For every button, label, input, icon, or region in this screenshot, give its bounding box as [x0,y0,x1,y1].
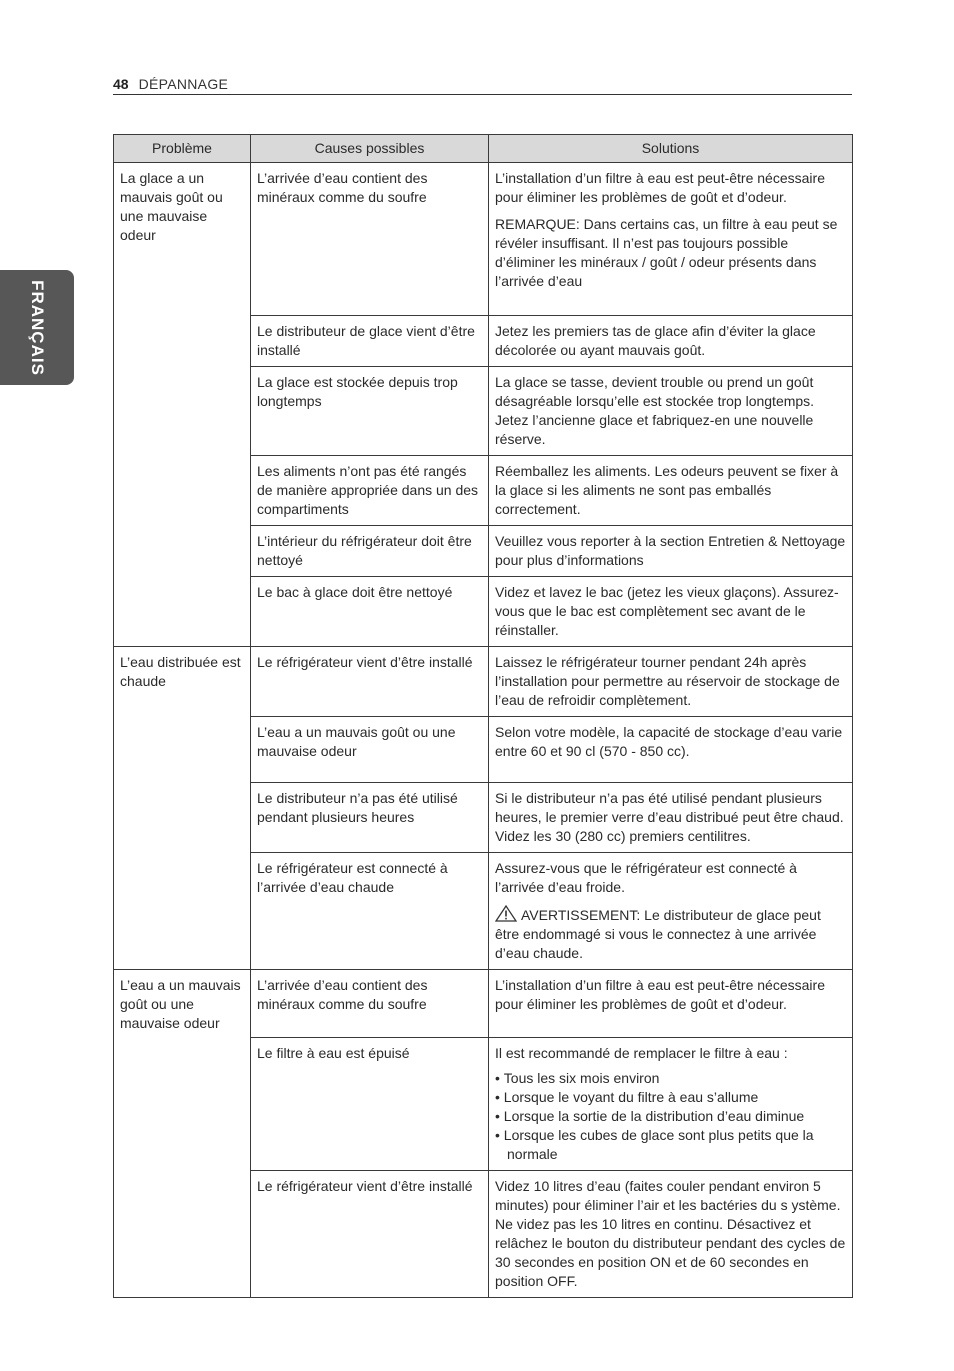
warning-note [495,905,846,963]
solution-cell [489,1038,853,1171]
solution-cell [489,853,853,970]
solution-text: Assurez-vous que le réfrigérateur est connecté à l’arrivée d’eau froide. [495,860,797,895]
language-tab-label: FRANÇAIS [28,279,47,376]
bullet-item: • Lorsque le voyant du filtre à eau s’allume [495,1088,846,1107]
solution-cell [489,1171,853,1298]
bullet-list [495,1069,846,1164]
solution-cell [489,367,853,456]
table-row [114,970,853,1038]
solution-cell [489,316,853,367]
cause-cell: L’arrivée d’eau contient des minéraux comme du soufre [251,163,489,316]
solution-text: L’installation d’un filtre à eau est peut-être nécessaire pour éliminer les problèmes de goût et d’odeur. [495,977,825,1012]
cause-cell: L’intérieur du réfrigérateur doit être nettoyé [251,526,489,577]
solution-text: La glace se tasse, devient trouble ou prend un goût désagréable lorsqu’elle est stockée trop longtemps. Jetez l’ancienne glace et fabriquez-en une nouvelle réserve. [495,374,815,447]
solution-text: Laissez le réfrigérateur tourner pendant 24h après l’installation pour permettre au réservoir de stockage de l’eau de refroidir complètement. [495,654,840,708]
table-row [114,163,853,316]
cause-cell: Le réfrigérateur est connecté à l’arrivée d’eau chaude [251,853,489,970]
page-header [113,74,852,95]
solution-text: Il est recommandé de remplacer le filtre à eau : [495,1045,788,1061]
bullet-item: • Tous les six mois environ [495,1069,846,1088]
cause-cell: Le bac à glace doit être nettoyé [251,577,489,647]
cause-cell: Le distributeur n’a pas été utilisé pendant plusieurs heures [251,783,489,853]
cause-cell: Le distributeur de glace vient d’être installé [251,316,489,367]
cause-cell: L’eau a un mauvais goût ou une mauvaise odeur [251,717,489,783]
cause-cell: La glace est stockée depuis trop longtemps [251,367,489,456]
solution-text: L’installation d’un filtre à eau est peut-être nécessaire pour éliminer les problèmes de goût et d’odeur. [495,170,825,205]
solution-text: REMARQUE: Dans certains cas, un filtre à eau peut se révéler insuffisant. Il n’est pas toujours possible d’éliminer les minéraux / goût / odeur présents dans l’arrivée d’eau [495,216,838,289]
troubleshooting-table [113,134,853,1298]
solution-cell [489,577,853,647]
solution-text: Selon votre modèle, la capacité de stockage d’eau varie entre 60 et 90 cl (570 - 850 cc). [495,724,843,759]
column-header-causes: Causes possibles [251,135,489,163]
bullet-item: • Lorsque les cubes de glace sont plus petits que la normale [495,1126,846,1164]
column-header-problem: Problème [114,135,251,163]
section-title: DÉPANNAGE [138,76,229,92]
language-tab [0,270,74,385]
solution-text: Videz et lavez le bac (jetez les vieux glaçons). Assurez-vous que le bac est complètement sec avant de le réinstaller. [495,584,839,638]
cause-cell: Le filtre à eau est épuisé [251,1038,489,1171]
problem-cell: L’eau distribuée est chaude [114,647,251,970]
page-number: 48 [113,76,129,92]
solution-cell [489,526,853,577]
warning-text: AVERTISSEMENT: Le distributeur de glace peut être endommagé si vous le connectez à une arrivée d’eau chaude. [495,907,821,961]
warning-triangle-icon [495,905,517,922]
solution-cell [489,456,853,526]
column-header-solutions: Solutions [489,135,853,163]
solution-text: Jetez les premiers tas de glace afin d’éviter la glace décolorée ou ayant mauvais goût. [495,323,816,358]
solution-text: Si le distributeur n’a pas été utilisé pendant plusieurs heures, le premier verre d’eau distribué peut être chaud. Videz les 30 (280 cc) premiers centilitres. [495,790,844,844]
cause-cell: Le réfrigérateur vient d’être installé [251,647,489,717]
solution-text: Réemballez les aliments. Les odeurs peuvent se fixer à la glace si les aliments ne sont pas emballés correctement. [495,463,839,517]
table-row [114,647,853,717]
solution-cell [489,717,853,783]
solution-cell [489,163,853,316]
solution-text: Videz 10 litres d’eau (faites couler pendant environ 5 minutes) pour éliminer l’air et les bactéries du s ystème. Ne videz pas les 10 litres en continu. Désactivez et relâchez le bouton du distributeur pendant des cycles de 30 secondes en position ON et de 60 secondes en position OFF. [495,1178,846,1289]
problem-cell: La glace a un mauvais goût ou une mauvaise odeur [114,163,251,647]
solution-cell [489,783,853,853]
problem-cell: L’eau a un mauvais goût ou une mauvaise odeur [114,970,251,1298]
cause-cell: Le réfrigérateur vient d’être installé [251,1171,489,1298]
solution-cell [489,970,853,1038]
cause-cell: Les aliments n’ont pas été rangés de manière appropriée dans un des compartiments [251,456,489,526]
table-header-row [114,135,853,163]
solution-text: Veuillez vous reporter à la section Entretien & Nettoyage pour plus d’informations [495,533,846,568]
bullet-item: • Lorsque la sortie de la distribution d’eau diminue [495,1107,846,1126]
solution-cell [489,647,853,717]
cause-cell: L’arrivée d’eau contient des minéraux comme du soufre [251,970,489,1038]
